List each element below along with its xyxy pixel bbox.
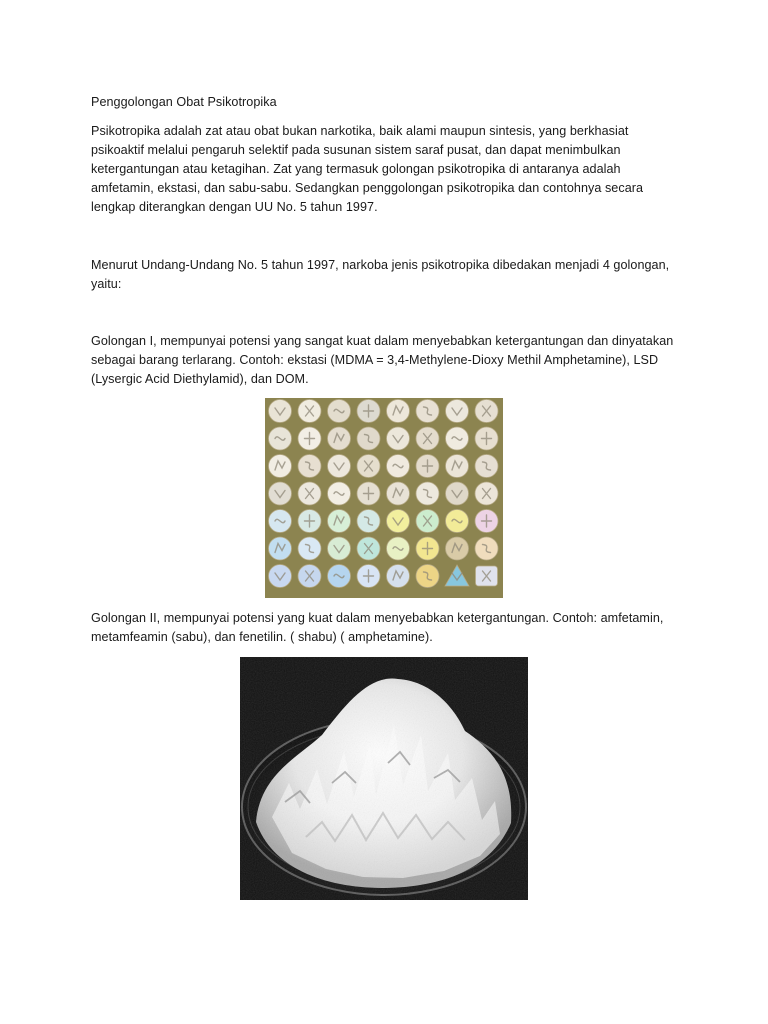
- pill-mark: [328, 510, 351, 533]
- pill-mark: [387, 510, 410, 533]
- pill-mark: [446, 400, 469, 423]
- pill-mark: [446, 537, 469, 560]
- paragraph-golongan-1: Golongan I, mempunyai potensi yang sangat kuat dalam menyebabkan ketergantungan dan dinyatakan sebagai barang terlarang. Contoh: ekstasi (MDMA = 3,4-Methylene-Dioxy Methil Amphetamine), LSD (Lysergic Acid Diethylamid), dan DOM.: [91, 334, 674, 386]
- pill-mark: [328, 455, 351, 478]
- pill-mark: [387, 427, 410, 450]
- pill-mark: [269, 565, 292, 588]
- pill-mark: [387, 565, 410, 588]
- pills-image: [265, 398, 503, 598]
- pill-mark: [387, 400, 410, 423]
- pill-mark: [269, 400, 292, 423]
- pill-mark: [328, 537, 351, 560]
- paragraph-definition: Psikotropika adalah zat atau obat bukan narkotika, baik alami maupun sintesis, yang berkhasiat psikoaktif melalui pengaruh selektif pada susunan sistem saraf pusat, dan dapat menimbulkan ketergantungan atau ketagihan. Zat yang termasuk golongan psikotropika di antaranya adalah amfetamin, ekstasi, dan sabu-sabu. Sedangkan penggolongan psikotropika dan contohnya secara lengkap diterangkan dengan UU No. 5 tahun 1997.: [91, 124, 644, 214]
- pills-grid-icon: [265, 398, 503, 598]
- pill-mark: [269, 455, 292, 478]
- pill-mark: [269, 537, 292, 560]
- crystal-image: [240, 657, 528, 900]
- pill-mark: [446, 455, 469, 478]
- pill-mark: [328, 427, 351, 450]
- crystal-dish-icon: [240, 657, 528, 900]
- paragraph-classification: Menurut Undang-Undang No. 5 tahun 1997, narkoba jenis psikotropika dibedakan menjadi 4 golongan, yaitu:: [91, 258, 670, 291]
- pill-mark: [387, 482, 410, 505]
- pill-mark: [269, 482, 292, 505]
- pill-mark: [446, 482, 469, 505]
- document-title: Penggolongan Obat Psikotropika: [91, 95, 277, 109]
- paragraph-golongan-2: Golongan II, mempunyai potensi yang kuat dalam menyebabkan ketergantungan. Contoh: amfetamin, metamfeamin (sabu), dan fenetilin. ( shabu) ( amphetamine).: [91, 611, 664, 644]
